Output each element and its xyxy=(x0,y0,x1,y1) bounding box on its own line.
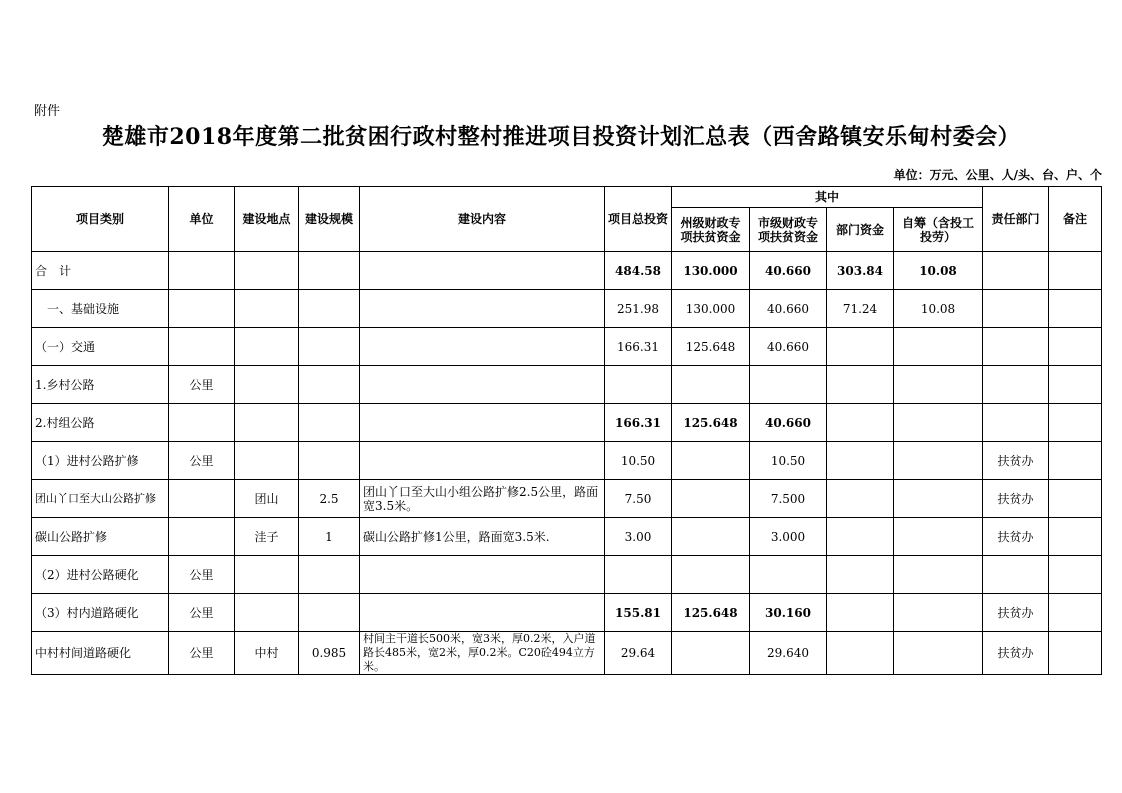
cell-category: 中村村间道路硬化 xyxy=(32,632,169,675)
cell-total xyxy=(605,556,672,594)
cell-city-fund: 40.660 xyxy=(750,252,827,290)
cell-total: 10.50 xyxy=(605,442,672,480)
table-body xyxy=(32,252,1102,675)
cell-self-raised xyxy=(894,442,983,480)
cell-dept-fund xyxy=(827,632,894,675)
cell-responsible xyxy=(983,404,1049,442)
cell-total xyxy=(605,366,672,404)
cell-city-fund: 30.160 xyxy=(750,594,827,632)
table-row xyxy=(32,404,1102,442)
cell-dept-fund xyxy=(827,556,894,594)
cell-category: 团山丫口至大山公路扩修 xyxy=(32,480,169,518)
cell-remark xyxy=(1049,252,1102,290)
cell-dept-fund xyxy=(827,480,894,518)
cell-responsible: 扶贫办 xyxy=(983,594,1049,632)
cell-unit xyxy=(169,518,235,556)
cell-total: 166.31 xyxy=(605,404,672,442)
cell-prefecture-fund: 125.648 xyxy=(672,594,750,632)
cell-unit xyxy=(169,480,235,518)
cell-category: 合 计 xyxy=(32,252,169,290)
cell-city-fund xyxy=(750,366,827,404)
table-row xyxy=(32,366,1102,404)
cell-content xyxy=(360,366,605,404)
cell-scale xyxy=(299,366,360,404)
table-row xyxy=(32,480,1102,518)
cell-scale: 0.985 xyxy=(299,632,360,675)
cell-self-raised xyxy=(894,556,983,594)
cell-content xyxy=(360,328,605,366)
cell-total: 7.50 xyxy=(605,480,672,518)
cell-dept-fund xyxy=(827,442,894,480)
cell-category: （1）进村公路扩修 xyxy=(32,442,169,480)
cell-dept-fund: 71.24 xyxy=(827,290,894,328)
cell-unit xyxy=(169,290,235,328)
header-total: 项目总投资 xyxy=(605,187,672,252)
cell-prefecture-fund: 125.648 xyxy=(672,328,750,366)
cell-category: 一、基础设施 xyxy=(32,290,169,328)
cell-remark xyxy=(1049,480,1102,518)
cell-responsible xyxy=(983,556,1049,594)
table-row xyxy=(32,252,1102,290)
cell-total: 3.00 xyxy=(605,518,672,556)
cell-responsible xyxy=(983,366,1049,404)
cell-content: 村间主干道长500米，宽3米，厚0.2米，入户道路长485米，宽2米，厚0.2米。C20砼494立方米。 xyxy=(360,632,605,675)
cell-prefecture-fund xyxy=(672,518,750,556)
cell-self-raised xyxy=(894,366,983,404)
cell-responsible xyxy=(983,328,1049,366)
cell-remark xyxy=(1049,442,1102,480)
cell-city-fund: 10.50 xyxy=(750,442,827,480)
cell-dept-fund xyxy=(827,594,894,632)
cell-unit: 公里 xyxy=(169,632,235,675)
cell-responsible: 扶贫办 xyxy=(983,632,1049,675)
cell-scale xyxy=(299,594,360,632)
cell-location xyxy=(235,290,299,328)
cell-scale xyxy=(299,556,360,594)
cell-scale: 1 xyxy=(299,518,360,556)
cell-self-raised: 10.08 xyxy=(894,252,983,290)
cell-remark xyxy=(1049,328,1102,366)
cell-responsible: 扶贫办 xyxy=(983,442,1049,480)
cell-category: （3）村内道路硬化 xyxy=(32,594,169,632)
cell-content: 碳山公路扩修1公里，路面宽3.5米. xyxy=(360,518,605,556)
cell-prefecture-fund xyxy=(672,480,750,518)
cell-content xyxy=(360,252,605,290)
cell-unit: 公里 xyxy=(169,556,235,594)
cell-unit xyxy=(169,252,235,290)
header-responsible: 责任部门 xyxy=(983,187,1049,252)
cell-dept-fund xyxy=(827,366,894,404)
cell-content xyxy=(360,290,605,328)
header-scale: 建设规模 xyxy=(299,187,360,252)
cell-total: 484.58 xyxy=(605,252,672,290)
header-prefecture-fund: 州级财政专项扶贫资金 xyxy=(672,208,750,252)
cell-remark xyxy=(1049,404,1102,442)
cell-responsible xyxy=(983,290,1049,328)
cell-scale xyxy=(299,290,360,328)
table-row xyxy=(32,442,1102,480)
cell-location xyxy=(235,556,299,594)
header-content: 建设内容 xyxy=(360,187,605,252)
cell-prefecture-fund: 125.648 xyxy=(672,404,750,442)
header-self-raised: 自筹（含投工投劳） xyxy=(894,208,983,252)
cell-remark xyxy=(1049,366,1102,404)
cell-location xyxy=(235,442,299,480)
cell-city-fund: 7.500 xyxy=(750,480,827,518)
cell-total: 29.64 xyxy=(605,632,672,675)
cell-category: （一）交通 xyxy=(32,328,169,366)
cell-self-raised xyxy=(894,518,983,556)
investment-table xyxy=(31,186,1102,675)
cell-unit xyxy=(169,328,235,366)
cell-remark xyxy=(1049,594,1102,632)
attachment-label: 附件 xyxy=(34,104,61,119)
cell-scale xyxy=(299,328,360,366)
cell-city-fund: 3.000 xyxy=(750,518,827,556)
table-row xyxy=(32,556,1102,594)
header-dept-fund: 部门资金 xyxy=(827,208,894,252)
cell-responsible: 扶贫办 xyxy=(983,480,1049,518)
cell-dept-fund: 303.84 xyxy=(827,252,894,290)
header-category: 项目类别 xyxy=(32,187,169,252)
cell-self-raised xyxy=(894,328,983,366)
cell-remark xyxy=(1049,518,1102,556)
cell-content xyxy=(360,556,605,594)
cell-prefecture-fund: 130.000 xyxy=(672,290,750,328)
cell-city-fund: 40.660 xyxy=(750,404,827,442)
cell-category: 1.乡村公路 xyxy=(32,366,169,404)
cell-unit: 公里 xyxy=(169,594,235,632)
header-location: 建设地点 xyxy=(235,187,299,252)
cell-location xyxy=(235,328,299,366)
cell-unit xyxy=(169,404,235,442)
cell-responsible xyxy=(983,252,1049,290)
table-row xyxy=(32,594,1102,632)
cell-scale xyxy=(299,404,360,442)
cell-scale xyxy=(299,442,360,480)
cell-prefecture-fund xyxy=(672,442,750,480)
cell-scale: 2.5 xyxy=(299,480,360,518)
cell-scale xyxy=(299,252,360,290)
cell-dept-fund xyxy=(827,328,894,366)
cell-content xyxy=(360,594,605,632)
header-remarks: 备注 xyxy=(1049,187,1102,252)
cell-city-fund: 29.640 xyxy=(750,632,827,675)
header-of-which: 其中 xyxy=(672,187,983,208)
table-row xyxy=(32,518,1102,556)
cell-content xyxy=(360,442,605,480)
cell-content: 团山丫口至大山小组公路扩修2.5公里，路面宽3.5米。 xyxy=(360,480,605,518)
cell-city-fund: 40.660 xyxy=(750,328,827,366)
cell-location xyxy=(235,252,299,290)
cell-prefecture-fund xyxy=(672,632,750,675)
cell-dept-fund xyxy=(827,518,894,556)
table-row xyxy=(32,290,1102,328)
cell-total: 251.98 xyxy=(605,290,672,328)
cell-location: 团山 xyxy=(235,480,299,518)
unit-note: 单位：万元、公里、人/头、台、户、个 xyxy=(893,168,1102,182)
cell-city-fund xyxy=(750,556,827,594)
cell-dept-fund xyxy=(827,404,894,442)
cell-location xyxy=(235,404,299,442)
cell-unit: 公里 xyxy=(169,366,235,404)
cell-self-raised xyxy=(894,594,983,632)
cell-total: 166.31 xyxy=(605,328,672,366)
cell-content xyxy=(360,404,605,442)
cell-prefecture-fund xyxy=(672,366,750,404)
page-title: 楚雄市2018年度第二批贫困行政村整村推进项目投资计划汇总表（西舍路镇安乐甸村委会） xyxy=(101,124,1021,150)
cell-category: （2）进村公路硬化 xyxy=(32,556,169,594)
cell-prefecture-fund xyxy=(672,556,750,594)
table-row xyxy=(32,328,1102,366)
cell-city-fund: 40.660 xyxy=(750,290,827,328)
cell-total: 155.81 xyxy=(605,594,672,632)
cell-self-raised xyxy=(894,632,983,675)
cell-location: 中村 xyxy=(235,632,299,675)
cell-responsible: 扶贫办 xyxy=(983,518,1049,556)
cell-remark xyxy=(1049,632,1102,675)
header-unit: 单位 xyxy=(169,187,235,252)
cell-remark xyxy=(1049,290,1102,328)
cell-category: 碳山公路扩修 xyxy=(32,518,169,556)
cell-category: 2.村组公路 xyxy=(32,404,169,442)
cell-self-raised xyxy=(894,404,983,442)
table-row xyxy=(32,632,1102,675)
cell-unit: 公里 xyxy=(169,442,235,480)
cell-location xyxy=(235,366,299,404)
cell-prefecture-fund: 130.000 xyxy=(672,252,750,290)
cell-location xyxy=(235,594,299,632)
cell-self-raised: 10.08 xyxy=(894,290,983,328)
cell-self-raised xyxy=(894,480,983,518)
cell-location: 洼子 xyxy=(235,518,299,556)
header-city-fund: 市级财政专项扶贫资金 xyxy=(750,208,827,252)
cell-remark xyxy=(1049,556,1102,594)
